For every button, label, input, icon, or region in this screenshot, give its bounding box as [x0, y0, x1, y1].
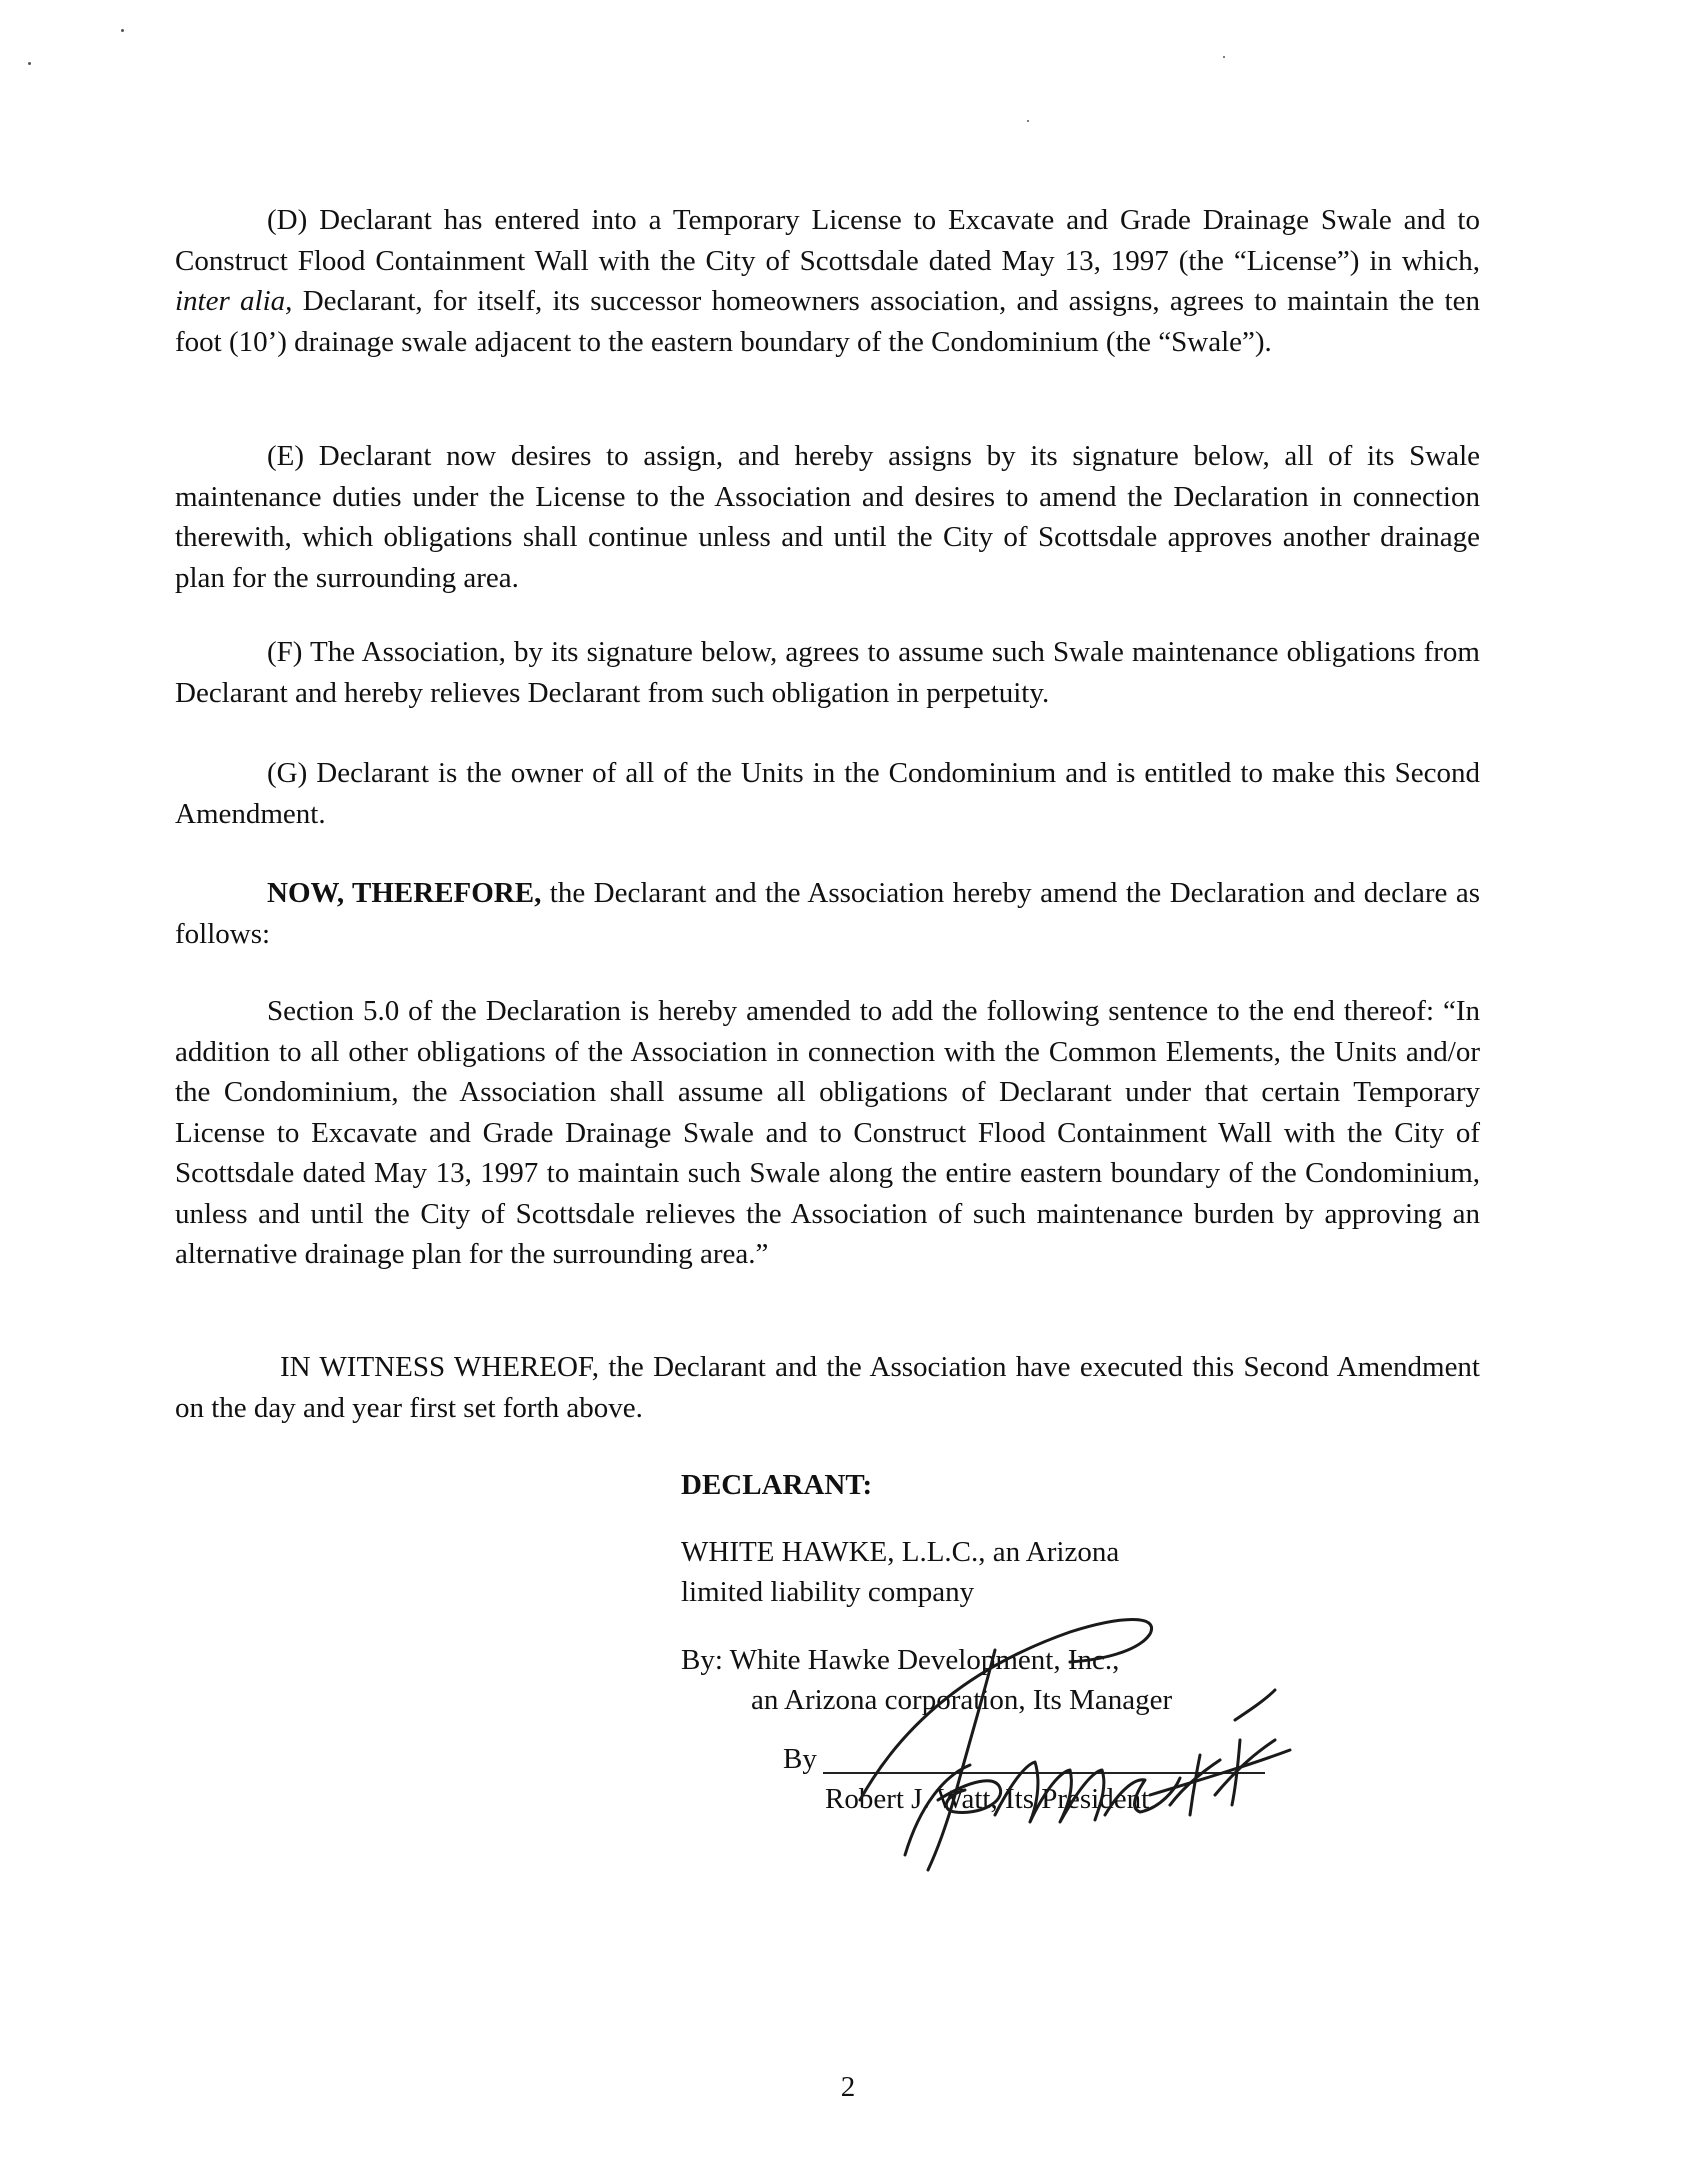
signature-stroke: [995, 1762, 1104, 1822]
paragraph-e-text: Declarant now desires to assign, and hereby assigns by its signature below, all of its Swale maintenance duties under the License to the Association and desires to amend the Declaration in connection therewith, which obligations shall continue unless and until the City of Scottsdale approves another drainage plan for the surrounding area.: [175, 440, 1480, 594]
paragraph-f-text: The Association, by its signature below, agrees to assume such Swale maintenance obligations from Declarant and hereby relieves Declarant from such obligation in perpetuity.: [175, 636, 1480, 709]
now-therefore-lead: NOW, THEREFORE,: [267, 877, 542, 909]
scan-speck: [121, 29, 124, 32]
scan-speck: [28, 62, 31, 65]
paragraph-e: [175, 436, 1480, 598]
page-number: 2: [840, 2071, 856, 2103]
signature-by-label: By: [783, 1742, 817, 1775]
entity-line-2: limited liability company: [681, 1576, 975, 1608]
signature-stroke: [860, 1620, 1152, 1801]
paragraph-d: [175, 200, 1480, 362]
paragraph-d-text-2: Declarant, for itself, its successor homeowners association, and assigns, agrees to maintain the ten foot (10’) drainage swale adjacent to the eastern boundary of the Condominium (the “Swale”).: [175, 285, 1480, 358]
paragraph-now-therefore: [175, 873, 1480, 954]
by-line-1: By: White Hawke Development, Inc.,: [681, 1643, 1120, 1676]
signer-name: Robert J. Watt, Its President: [825, 1782, 1150, 1815]
section-5-text: Section 5.0 of the Declaration is hereby amended to add the following sentence to the end thereof: “In addition to all other obligations of the Association in connection with the Common Elements, the Units and/or the Condominium, the Association shall assume all obligations of Declarant under that certain Temporary License to Excavate and Grade Drainage Swale and to Construct Flood Containment Wall with the City of Scottsdale dated May 13, 1997 to maintain such Swale along the entire eastern boundary of the Condominium, unless and until the City of Scottsdale relieves the Association of such maintenance burden by approving an alternative drainage plan for the surrounding area.”: [175, 995, 1480, 1270]
paragraph-d-text-1: Declarant has entered into a Temporary License to Excavate and Grade Drainage Swale and to Construct Flood Containment Wall with the City of Scottsdale dated May 13, 1997 (the “License”) in which,: [175, 204, 1480, 277]
paragraph-in-witness: [175, 1347, 1480, 1428]
signature-stroke: [928, 1650, 995, 1870]
entity-line-1: WHITE HAWKE, L.L.C., an Arizona: [681, 1535, 1120, 1568]
handwritten-signature: [820, 1590, 1300, 1880]
paragraph-g: [175, 753, 1480, 834]
signature-stroke: [938, 1781, 1001, 1813]
paragraph-section-5: [175, 991, 1480, 1275]
paragraph-g-label: (G): [267, 757, 308, 789]
paragraph-f: [175, 632, 1480, 713]
signature-heading: DECLARANT:: [681, 1469, 873, 1501]
signature-stroke: [1235, 1690, 1275, 1720]
signature-stroke: [1105, 1778, 1180, 1815]
now-therefore-text: the Declarant and the Association hereby amend the Declaration and declare as follows:: [175, 877, 1480, 950]
paragraph-g-text: Declarant is the owner of all of the Units in the Condominium and is entitled to make this Second Amendment.: [175, 757, 1480, 830]
in-witness-text: IN WITNESS WHEREOF, the Declarant and the Association have executed this Second Amendment on the day and year first set forth above.: [175, 1351, 1480, 1424]
by-line-2: an Arizona corporation, Its Manager: [751, 1684, 1173, 1716]
paragraph-d-label: (D): [267, 204, 308, 236]
scan-speck: [1223, 56, 1225, 58]
paragraph-f-label: (F): [267, 636, 303, 668]
paragraph-d-italic: inter alia,: [175, 285, 293, 317]
paragraph-e-label: (E): [267, 440, 305, 472]
scan-speck: [1027, 120, 1029, 122]
